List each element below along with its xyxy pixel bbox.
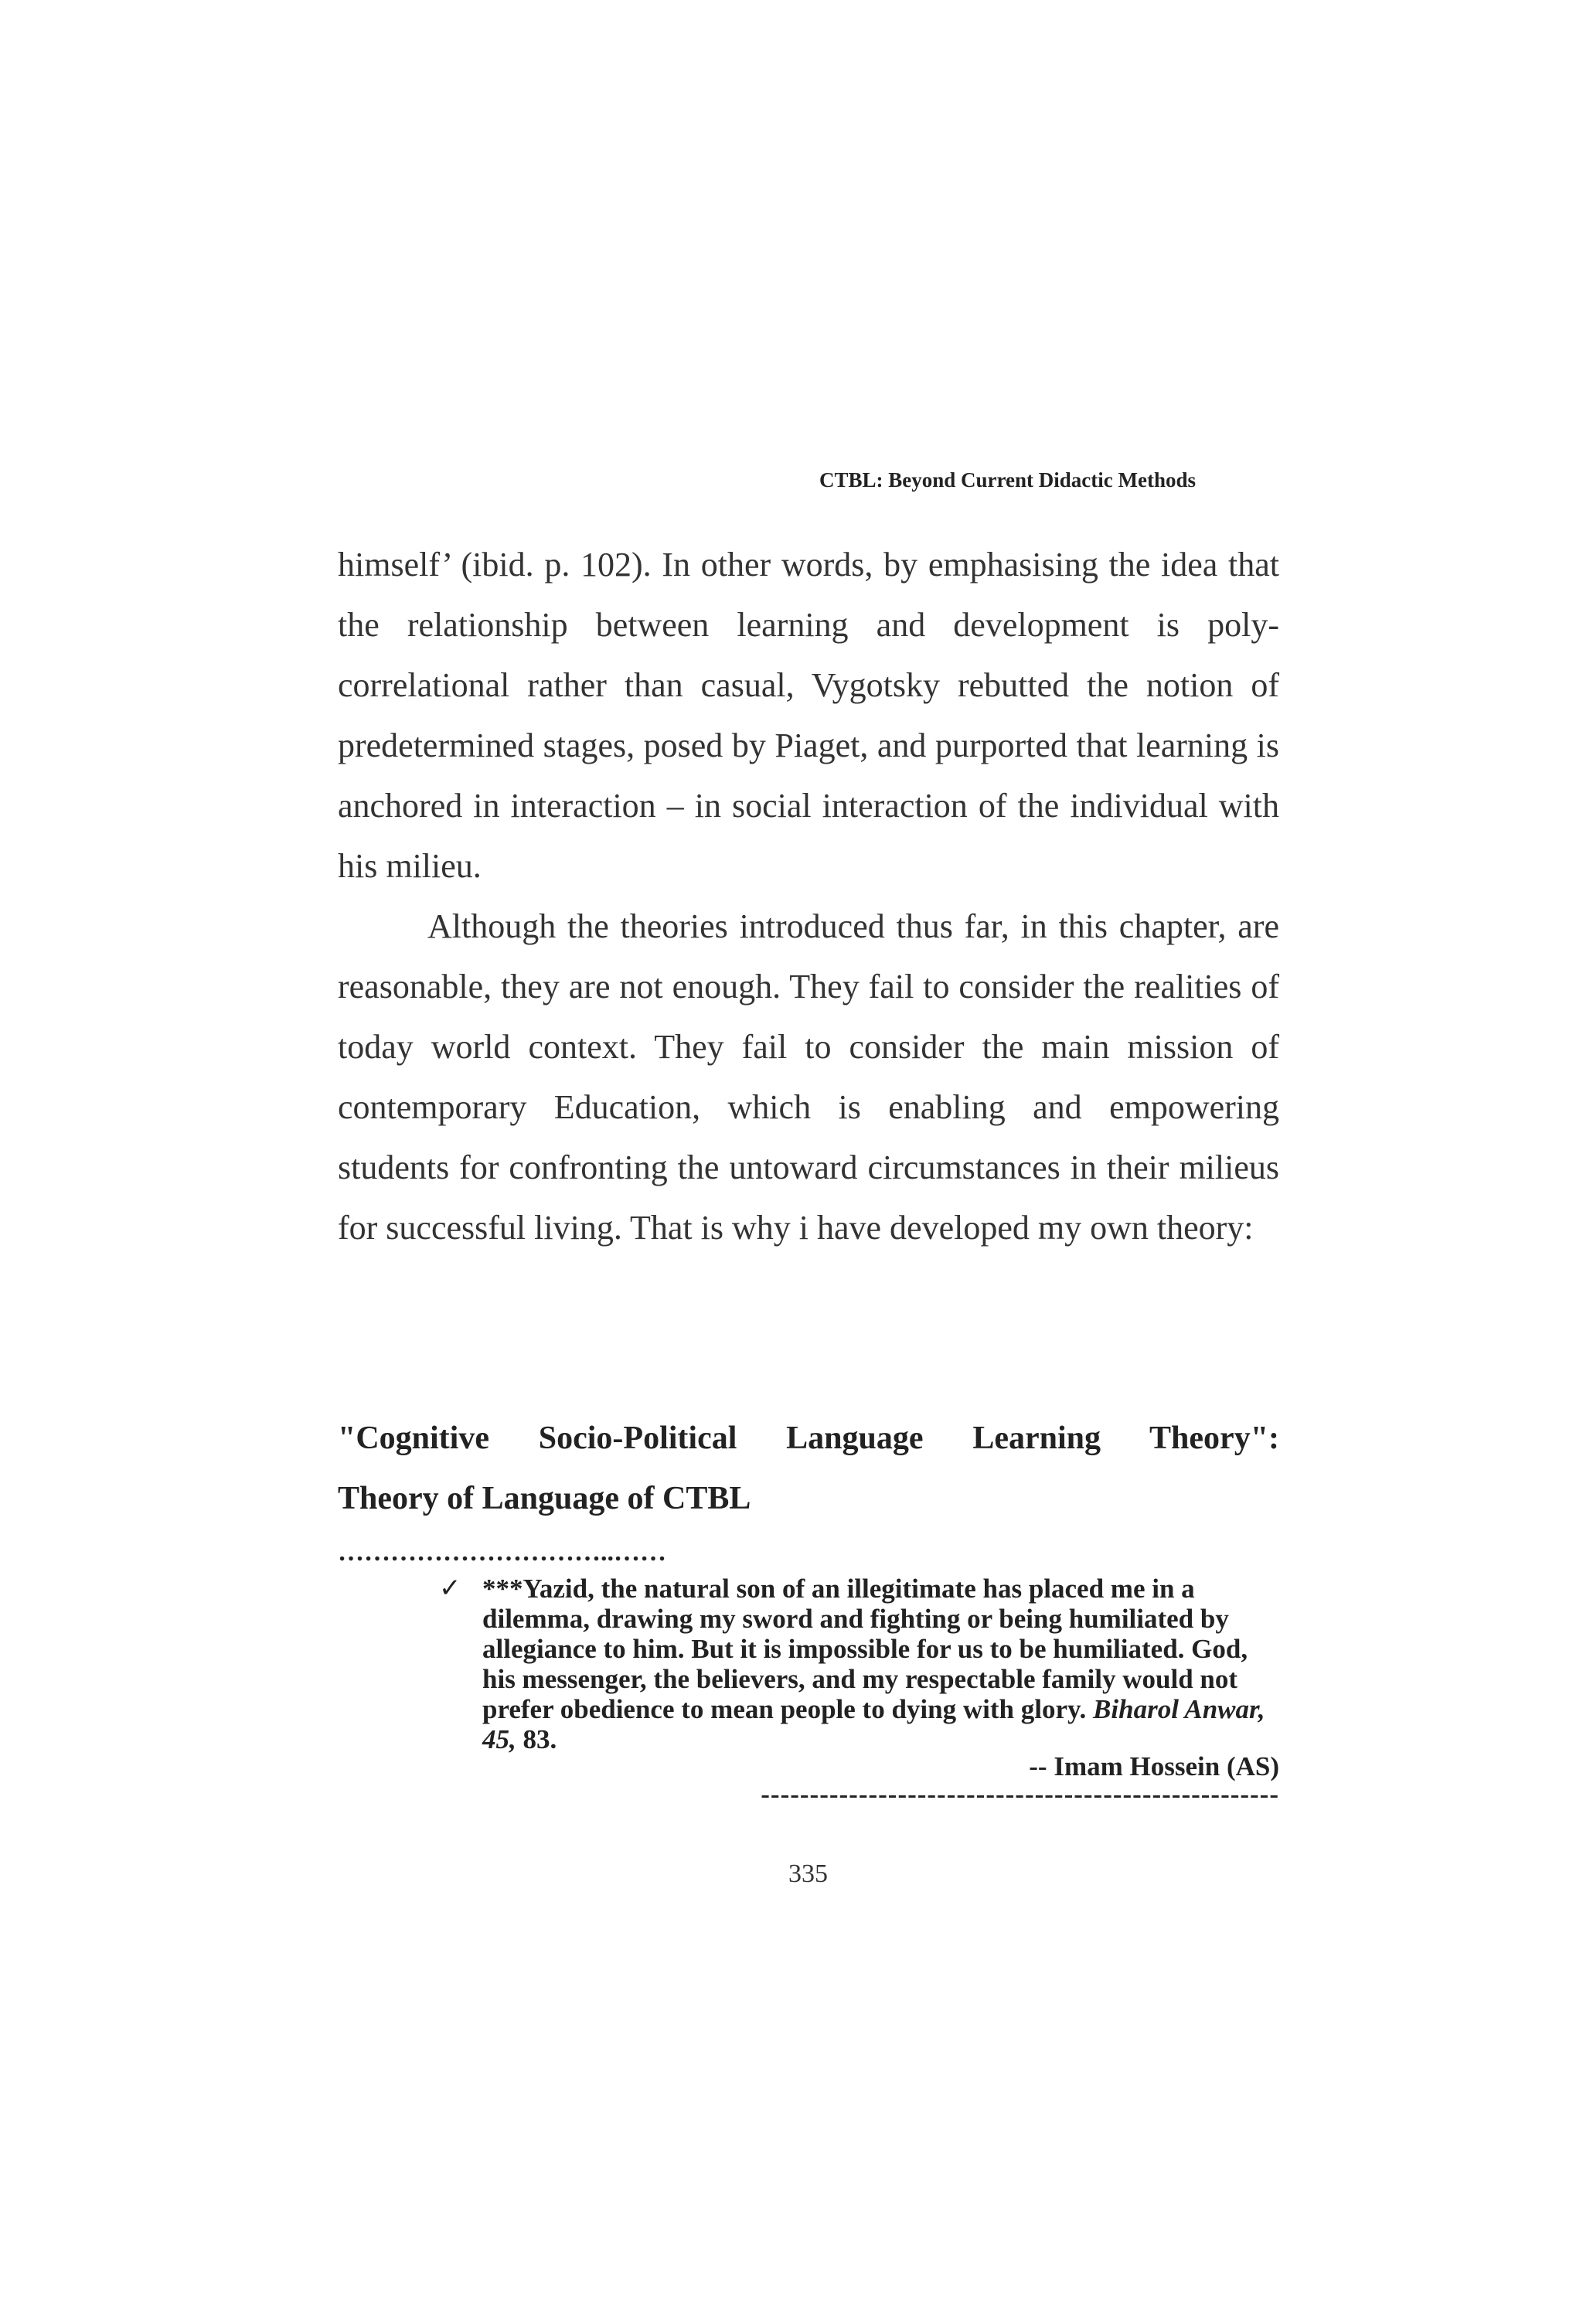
quote-body: ***Yazid, the natural son of an illegitimate has placed me in a dilemma, drawing my sword and fighting or being humiliated by allegiance to him. But it is impossible for us to be humiliated. God, his messenger, the believers, and my respectable family would not prefer obedience to mean people to dying with glory. <box>482 1574 1248 1724</box>
dotted-rule: …………………………..…… <box>338 1538 666 1567</box>
quote-reference-page: 83. <box>523 1724 557 1754</box>
dash-rule: ----------------------------------------------------- <box>761 1779 1279 1809</box>
quote-reference: Biharol Anwar, 45, <box>482 1694 1265 1754</box>
paragraph-1: himself’ (ibid. p. 102). In other words, by emphasising the idea that the relationship between learning and development is poly-correlational rather than casual, Vygotsky rebutted the notion of predetermined stages, posed by Piaget, and purported that learning is anchored in interaction – in social interaction of the individual with his milieu. <box>338 546 1279 885</box>
section-heading <box>338 1408 1279 1529</box>
page-number: 335 <box>788 1860 828 1888</box>
heading-line-1: "Cognitive Socio-Political Language Learning Theory": <box>338 1421 1279 1456</box>
heading-line-2: Theory of Language of CTBL <box>338 1481 751 1516</box>
quote-text <box>482 1574 1278 1754</box>
body-text <box>338 535 1279 1258</box>
check-mark-icon: ✓ <box>439 1573 461 1604</box>
quote-attribution: -- Imam Hossein (AS) <box>1029 1751 1279 1781</box>
paragraph-2: Although the theories introduced thus far, in this chapter, are reasonable, they are not enough. They fail to consider the realities of today world context. They fail to consider the main mission of contemporary Education, which is enabling and empowering students for confronting the untoward circumstances in their milieus for successful living. That is why i have developed my own theory: <box>338 907 1279 1247</box>
footnote-quote <box>439 1574 1289 1754</box>
running-header: CTBL: Beyond Current Didactic Methods <box>819 468 1197 492</box>
